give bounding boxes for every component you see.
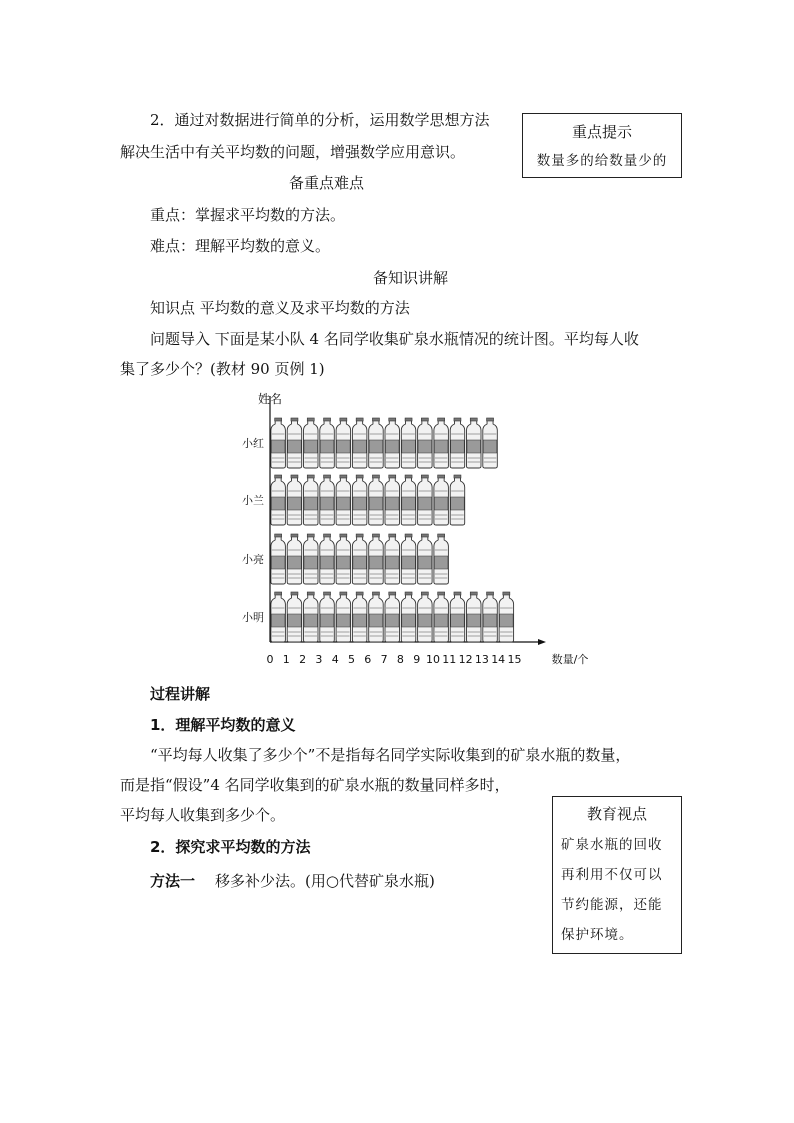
- water-bottle-icon: [418, 592, 433, 642]
- water-bottle-icon: [450, 475, 465, 525]
- edu-line: 节约能源，还能: [561, 897, 663, 913]
- water-bottle-icon: [320, 534, 335, 584]
- water-bottle-icon: [304, 475, 319, 525]
- water-bottle-icon: [352, 534, 367, 584]
- x-tick-label: 8: [396, 653, 404, 666]
- water-bottle-icon: [385, 534, 400, 584]
- difficulty-point: 难点：理解平均数的意义。: [150, 237, 331, 255]
- edu-line: 矿泉水瓶的回收: [561, 837, 663, 853]
- edu-viewpoint-title: 教育视点: [586, 805, 647, 823]
- water-bottle-icon: [369, 534, 384, 584]
- step1-line-2: 而是指“假设”4 名同学收集到的矿泉水瓶的数量同样多时，: [120, 776, 510, 794]
- water-bottle-icon: [401, 534, 416, 584]
- water-bottle-icon: [369, 475, 384, 525]
- step2-title: 2．探究求平均数的方法: [150, 838, 311, 856]
- method1-text: 移多补少法。(用○代替矿泉水瓶): [215, 872, 435, 890]
- water-bottle-icon: [320, 592, 335, 642]
- objective-line-2: 解决生活中有关平均数的问题，增强数学应用意识。: [120, 143, 466, 161]
- water-bottle-icon: [271, 418, 286, 468]
- water-bottle-icon: [369, 418, 384, 468]
- row-label: 小兰: [242, 494, 264, 507]
- x-axis-arrow: [538, 639, 546, 645]
- water-bottle-icon: [271, 475, 286, 525]
- key-tip-text: 数量多的给数量少的: [536, 153, 668, 169]
- x-tick-label: 10: [426, 653, 440, 666]
- water-bottle-icon: [385, 592, 400, 642]
- water-bottle-icon: [336, 418, 351, 468]
- x-tick-label: 2: [299, 653, 307, 666]
- objective-line-1: 2．通过对数据进行简单的分析，运用数学思想方法: [150, 111, 490, 129]
- water-bottle-icon: [287, 534, 302, 584]
- water-bottle-icon: [434, 592, 449, 642]
- section-heading-knowledge: 备知识讲解: [373, 269, 449, 287]
- water-bottle-icon: [320, 418, 335, 468]
- knowledge-point-title: 知识点 平均数的意义及求平均数的方法: [150, 299, 410, 317]
- water-bottle-icon: [271, 592, 286, 642]
- water-bottle-icon: [434, 418, 449, 468]
- x-tick-label: 14: [491, 653, 506, 666]
- water-bottle-icon: [352, 592, 367, 642]
- method1-line: [150, 871, 435, 891]
- water-bottle-icon: [418, 418, 433, 468]
- x-tick-label: 9: [413, 653, 421, 666]
- row-label: 小红: [242, 437, 264, 450]
- row-label: 小亮: [242, 553, 264, 566]
- intro-line-2: 集了多少个？(教材 90 页例 1): [120, 360, 325, 378]
- key-tip-title: 重点提示: [571, 123, 632, 141]
- edu-viewpoint-box: [552, 796, 682, 954]
- water-bottle-icon: [304, 592, 319, 642]
- water-bottle-icon: [304, 418, 319, 468]
- key-point: 重点：掌握求平均数的方法。: [150, 206, 346, 224]
- x-tick-label: 7: [380, 653, 388, 666]
- x-tick-label: 12: [458, 653, 473, 666]
- water-bottle-icon: [271, 534, 286, 584]
- x-tick-label: 3: [315, 653, 323, 666]
- water-bottle-icon: [418, 475, 433, 525]
- edu-line: 再利用不仅可以: [561, 867, 663, 883]
- water-bottle-icon: [352, 475, 367, 525]
- edu-line: 保护环境。: [561, 927, 634, 943]
- water-bottle-icon: [450, 592, 465, 642]
- row-label: 小明: [242, 611, 264, 624]
- water-bottle-icon: [499, 592, 513, 642]
- x-tick-label: 6: [364, 653, 372, 666]
- step1-line-3: 平均每人收集到多少个。: [120, 806, 286, 824]
- x-tick-label: 11: [442, 653, 457, 666]
- process-heading: 过程讲解: [150, 685, 211, 703]
- water-bottle-icon: [483, 418, 498, 468]
- water-bottle-icon: [450, 418, 465, 468]
- water-bottle-icon: [304, 534, 319, 584]
- water-bottle-icon: [336, 592, 351, 642]
- water-bottle-icon: [434, 475, 449, 525]
- method1-label: 方法一: [150, 872, 196, 890]
- x-tick-label: 1: [282, 653, 290, 666]
- water-bottle-icon: [401, 418, 416, 468]
- x-tick-label: 15: [507, 653, 522, 666]
- water-bottle-icon: [287, 418, 302, 468]
- water-bottle-icon: [483, 592, 498, 642]
- water-bottle-icon: [467, 418, 482, 468]
- water-bottle-icon: [401, 475, 416, 525]
- y-axis-label: 姓名: [258, 392, 283, 406]
- water-bottle-icon: [401, 592, 416, 642]
- water-bottle-icon: [385, 418, 400, 468]
- water-bottle-icon: [352, 418, 367, 468]
- x-tick-label: 0: [266, 653, 274, 666]
- water-bottle-icon: [287, 475, 302, 525]
- water-bottle-icon: [467, 592, 482, 642]
- water-bottle-icon: [287, 592, 302, 642]
- water-bottle-icon: [418, 534, 433, 584]
- intro-line-1: 问题导入 下面是某小队 4 名同学收集矿泉水瓶情况的统计图。平均每人收: [150, 330, 639, 348]
- water-bottle-icon: [336, 475, 351, 525]
- x-axis-label: 数量/个: [551, 653, 589, 666]
- x-tick-label: 5: [348, 653, 355, 666]
- water-bottle-icon: [434, 534, 449, 584]
- step1-line-1: “平均每人收集了多少个”不是指每名同学实际收集到的矿泉水瓶的数量，: [150, 746, 631, 764]
- key-tip-box: [522, 113, 682, 178]
- x-tick-label: 4: [331, 653, 339, 666]
- section-heading-key: 备重点难点: [289, 174, 365, 192]
- x-tick-label: 13: [474, 653, 489, 666]
- water-bottle-icon: [385, 475, 400, 525]
- bottle-pictograph-chart: [232, 388, 594, 674]
- water-bottle-icon: [320, 475, 335, 525]
- step1-title: 1．理解平均数的意义: [150, 716, 296, 734]
- water-bottle-icon: [336, 534, 351, 584]
- water-bottle-icon: [369, 592, 384, 642]
